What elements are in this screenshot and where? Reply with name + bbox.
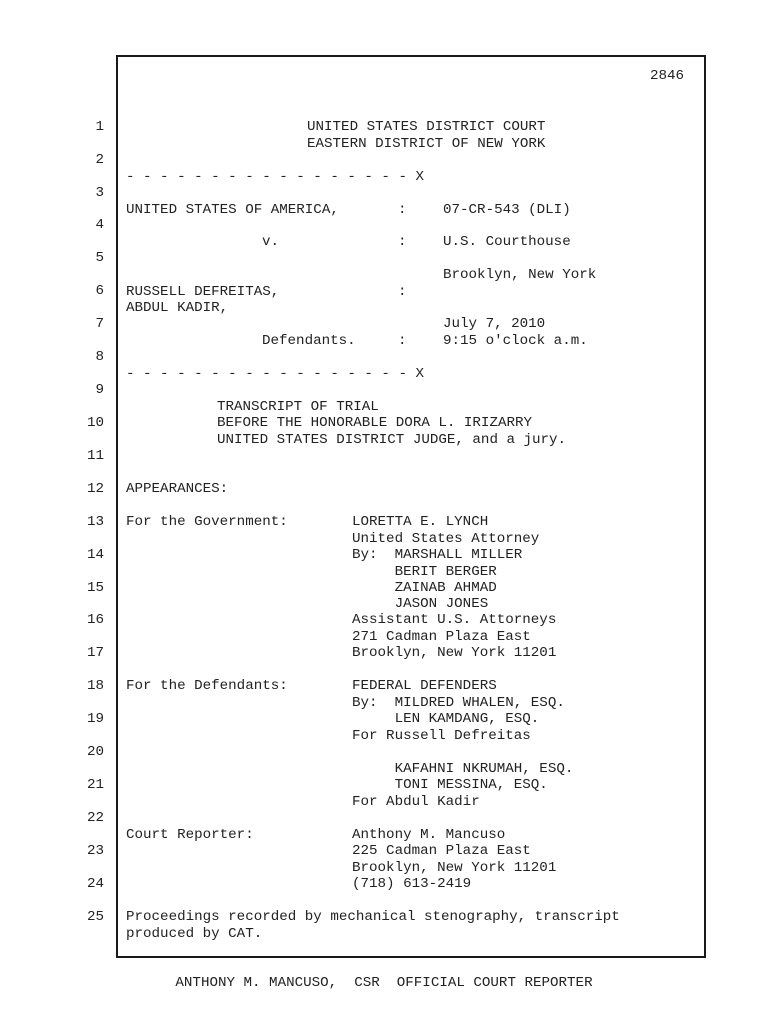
- page-frame: [116, 55, 706, 958]
- caption-colon: :: [398, 202, 407, 218]
- proceedings-note: Proceedings recorded by mechanical stenography, transcript: [126, 909, 620, 925]
- appearance-line: KAFAHNI NKRUMAH, ESQ.: [352, 761, 574, 777]
- caption-divider-top: - - - - - - - - - - - - - - - - - X: [126, 169, 424, 185]
- line-number: 9: [95, 382, 104, 398]
- appearance-line: For Abdul Kadir: [352, 794, 480, 810]
- line-number: 11: [86, 448, 104, 464]
- transcript-judge: BEFORE THE HONORABLE DORA L. IRIZARRY: [217, 415, 533, 431]
- caption-colon: :: [398, 333, 407, 349]
- versus: v.: [262, 234, 280, 250]
- line-number: 13: [86, 514, 104, 530]
- line-number: 3: [95, 185, 104, 201]
- line-number: 4: [95, 217, 104, 233]
- appearance-line: LORETTA E. LYNCH: [352, 514, 489, 530]
- line-number: 8: [95, 349, 104, 365]
- page-number: 2846: [650, 68, 685, 84]
- line-number: 25: [86, 909, 104, 925]
- appearance-line: United States Attorney: [352, 531, 540, 547]
- line-number: 22: [86, 810, 104, 826]
- line-number: 19: [86, 711, 104, 727]
- court-district: EASTERN DISTRICT OF NEW YORK: [307, 136, 546, 152]
- government-label: For the Government:: [126, 514, 288, 530]
- line-number: 5: [95, 250, 104, 266]
- line-number: 14: [86, 547, 104, 563]
- defendants-label: Defendants.: [262, 333, 356, 349]
- line-number: 7: [95, 316, 104, 332]
- appearance-line: For Russell Defreitas: [352, 728, 531, 744]
- defendants-counsel-label: For the Defendants:: [126, 678, 288, 694]
- transcript-judge-title: UNITED STATES DISTRICT JUDGE, and a jury.: [217, 432, 567, 448]
- appearance-line: Anthony M. Mancuso: [352, 827, 506, 843]
- plaintiff-name: UNITED STATES OF AMERICA,: [126, 202, 339, 218]
- transcript-title: TRANSCRIPT OF TRIAL: [217, 399, 379, 415]
- appearance-line: Assistant U.S. Attorneys: [352, 612, 557, 628]
- court-location: Brooklyn, New York: [443, 267, 597, 283]
- appearance-line: LEN KAMDANG, ESQ.: [352, 711, 540, 727]
- caption-colon: :: [398, 284, 407, 300]
- court-name: UNITED STATES DISTRICT COURT: [307, 119, 546, 135]
- line-number: 12: [86, 481, 104, 497]
- caption-colon: :: [398, 234, 407, 250]
- line-number: 6: [95, 283, 104, 299]
- line-number: 20: [86, 744, 104, 760]
- appearance-line: By: MARSHALL MILLER: [352, 547, 523, 563]
- appearance-line: By: MILDRED WHALEN, ESQ.: [352, 695, 565, 711]
- court-reporter-label: Court Reporter:: [126, 827, 254, 843]
- line-number: 17: [86, 645, 104, 661]
- line-number: 23: [86, 843, 104, 859]
- appearance-line: ZAINAB AHMAD: [352, 580, 497, 596]
- proceedings-note: produced by CAT.: [126, 926, 263, 942]
- appearance-line: JASON JONES: [352, 596, 489, 612]
- appearances-heading: APPEARANCES:: [126, 481, 229, 497]
- caption-divider-bottom: - - - - - - - - - - - - - - - - - X: [126, 366, 424, 382]
- line-number: 21: [86, 777, 104, 793]
- line-number: 24: [86, 876, 104, 892]
- defendant-name: RUSSELL DEFREITAS,: [126, 284, 280, 300]
- hearing-time: 9:15 o'clock a.m.: [443, 333, 588, 349]
- line-number: 2: [95, 152, 104, 168]
- appearance-line: TONI MESSINA, ESQ.: [352, 777, 548, 793]
- appearance-line: Brooklyn, New York 11201: [352, 860, 557, 876]
- appearance-line: BERIT BERGER: [352, 564, 497, 580]
- line-number: 10: [86, 415, 104, 431]
- line-number: 15: [86, 580, 104, 596]
- page-footer: ANTHONY M. MANCUSO, CSR OFFICIAL COURT REPORTER: [175, 975, 593, 991]
- hearing-date: July 7, 2010: [443, 316, 546, 332]
- appearance-line: 225 Cadman Plaza East: [352, 843, 531, 859]
- appearance-line: 271 Cadman Plaza East: [352, 629, 531, 645]
- line-number: 1: [95, 119, 104, 135]
- appearance-line: (718) 613-2419: [352, 876, 472, 892]
- case-number: 07-CR-543 (DLI): [443, 202, 571, 218]
- appearance-line: Brooklyn, New York 11201: [352, 645, 557, 661]
- line-number: 18: [86, 678, 104, 694]
- line-number: 16: [86, 612, 104, 628]
- appearance-line: FEDERAL DEFENDERS: [352, 678, 497, 694]
- defendant-name: ABDUL KADIR,: [126, 300, 229, 316]
- courthouse: U.S. Courthouse: [443, 234, 571, 250]
